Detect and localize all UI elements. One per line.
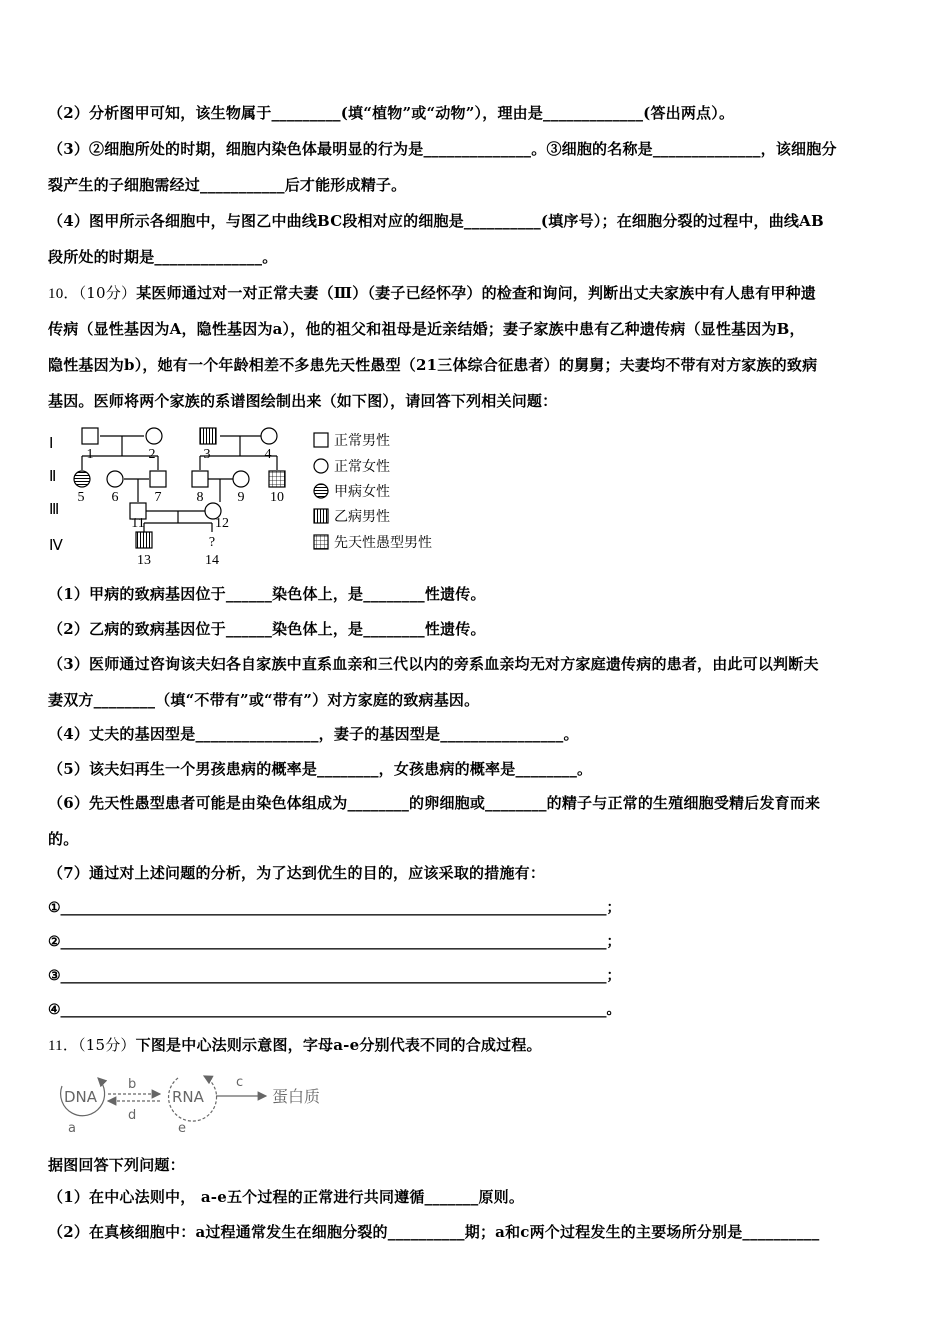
pedigree-chart xyxy=(40,420,470,572)
rna-label: RNA xyxy=(172,1088,204,1106)
label-d: d xyxy=(128,1108,137,1123)
individual-7-normal-male xyxy=(150,471,166,487)
q10-sub1: （1）甲病的致病基因位于______染色体上，是________性遗传。 xyxy=(48,585,486,603)
dna-label: DNA xyxy=(64,1088,98,1106)
individual-2-normal-female xyxy=(146,428,162,444)
number-3: 3 xyxy=(203,447,211,462)
q10-intro-line1 xyxy=(48,282,816,303)
q11-score: （15分） xyxy=(78,1036,136,1054)
unknown-individual-14: ? xyxy=(208,535,216,550)
q10-sub7: （7）通过对上述问题的分析，为了达到优生的目的，应该采取的措施有： xyxy=(48,864,546,882)
individual-6-normal-female xyxy=(107,471,123,487)
q11-prompt: 据图回答下列问题： xyxy=(48,1156,185,1174)
individual-10-down-syndrome-male xyxy=(269,471,285,487)
protein-label: 蛋白质 xyxy=(272,1087,321,1106)
q11-intro-text: 下图是中心法则示意图，字母a-e分别代表不同的合成过程。 xyxy=(135,1036,542,1054)
q9-sub4-line2: 段所处的时期是______________。 xyxy=(48,248,278,266)
legend-normal-male-label: 正常男性 xyxy=(334,433,390,449)
q11-sub1: （1）在中心法则中， a-e五个过程的正常进行共同遵循_______原则。 xyxy=(48,1188,525,1206)
q11-sub2: （2）在真核细胞中：a过程通常发生在细胞分裂的__________期；a和c两个过程发生的主要场所分别是__________ xyxy=(48,1223,820,1241)
number-12: 12 xyxy=(215,516,229,531)
q10-sub3-line1: （3）医师通过咨询该夫妇各自家族中直系血亲和三代以内的旁系血亲均无对方家庭遗传病的患者，由此可以判断夫 xyxy=(48,655,819,673)
legend-normal-female-label: 正常女性 xyxy=(334,459,390,475)
legend-disease-b-male-label: 乙病男性 xyxy=(334,509,390,525)
answer-blank-1: ①______________________________________________________________________________； xyxy=(48,900,621,916)
answer-blank-4: ④______________________________________________________________________________。 xyxy=(48,1002,621,1018)
number-1: 1 xyxy=(86,447,94,462)
generation-label-1: Ⅰ xyxy=(49,436,54,452)
answer-blank-2: ②______________________________________________________________________________； xyxy=(48,934,621,950)
q10-sub4: （4）丈夫的基因型是________________，妻子的基因型是________________。 xyxy=(48,725,579,743)
number-5: 5 xyxy=(77,490,85,505)
q10-sub6-line1: （6）先天性愚型患者可能是由染色体组成为________的卵细胞或________的精子与正常的生殖细胞受精后发育而来 xyxy=(48,794,821,812)
generation-label-2: Ⅱ xyxy=(49,469,57,485)
q9-sub2-line: （2）分析图甲可知，该生物属于_________(填“植物”或“动物”），理由是_____________(答出两点）。 xyxy=(48,104,735,122)
legend-down-syndrome-male-symbol xyxy=(314,535,328,549)
individual-8-normal-male xyxy=(192,471,208,487)
q9-sub3-line1: （3）②细胞所处的时期，细胞内染色体最明显的行为是______________。③细胞的名称是______________，该细胞分 xyxy=(48,140,837,158)
legend-disease-b-male-symbol xyxy=(314,509,328,523)
number-13: 13 xyxy=(137,553,151,568)
q10-sub6-line2: 的。 xyxy=(48,830,79,848)
q10-sub3-line2: 妻双方________（填“不带有”或“带有”）对方家庭的致病基因。 xyxy=(48,691,480,709)
number-6: 6 xyxy=(111,490,119,505)
number-8: 8 xyxy=(196,490,204,505)
q11-intro xyxy=(48,1034,542,1055)
q10-intro-line3: 隐性基因为b），她有一个年龄相差不多患先天性愚型（21三体综合征患者）的舅舅；夫妻均不带有对方家族的致病 xyxy=(48,356,818,374)
individual-1-normal-male xyxy=(82,428,98,444)
individual-4-normal-female xyxy=(261,428,277,444)
number-7: 7 xyxy=(154,490,162,505)
legend-down-syndrome-male-label: 先天性愚型男性 xyxy=(334,535,432,551)
q10-number: 10． xyxy=(48,286,79,302)
number-10: 10 xyxy=(270,490,284,505)
q10-sub2: （2）乙病的致病基因位于______染色体上，是________性遗传。 xyxy=(48,620,486,638)
q10-sub5: （5）该夫妇再生一个男孩患病的概率是________，女孩患病的概率是________。 xyxy=(48,760,593,778)
q11-number: 11． xyxy=(48,1038,79,1054)
central-dogma-diagram xyxy=(48,1064,348,1136)
q10-intro-line4: 基因。医师将两个家族的系谱图绘制出来（如下图），请回答下列相关问题： xyxy=(48,392,558,410)
legend-normal-male-symbol xyxy=(314,433,328,447)
answer-blank-3: ③______________________________________________________________________________； xyxy=(48,968,621,984)
number-2: 2 xyxy=(148,447,156,462)
label-e: e xyxy=(178,1121,186,1136)
legend-disease-a-female-label: 甲病女性 xyxy=(334,484,390,500)
legend-disease-a-female-symbol xyxy=(314,484,328,498)
legend-normal-female-symbol xyxy=(314,459,328,473)
q10-intro-line2: 传病（显性基因为A，隐性基因为a），他的祖父和祖母是近亲结婚；妻子家族中患有乙种遗传病（显性基因为B， xyxy=(48,320,805,338)
number-9: 9 xyxy=(237,490,245,505)
generation-label-4: Ⅳ xyxy=(49,538,63,554)
number-14: 14 xyxy=(205,553,219,568)
label-b: b xyxy=(128,1077,137,1092)
individual-13-disease-b-male xyxy=(136,532,152,548)
number-4: 4 xyxy=(264,447,272,462)
label-c: c xyxy=(236,1075,244,1090)
q9-sub3-line2: 裂产生的子细胞需经过___________后才能形成精子。 xyxy=(48,176,407,194)
q9-sub4-line1: （4）图甲所示各细胞中，与图乙中曲线BC段相对应的细胞是__________(填序号）；在细胞分裂的过程中，曲线AB xyxy=(48,212,824,230)
individual-5-disease-a-female xyxy=(74,471,90,487)
individual-9-normal-female xyxy=(233,471,249,487)
label-a: a xyxy=(68,1121,76,1136)
q10-intro-text: 某医师通过对一对正常夫妻（Ⅲ）（妻子已经怀孕）的检查和询问，判断出丈夫家族中有人患有甲种遗 xyxy=(136,284,816,302)
number-11: 11 xyxy=(131,516,145,531)
q10-score: （10分） xyxy=(78,284,137,302)
generation-label-3: Ⅲ xyxy=(49,502,60,518)
individual-3-disease-b-male xyxy=(200,428,216,444)
